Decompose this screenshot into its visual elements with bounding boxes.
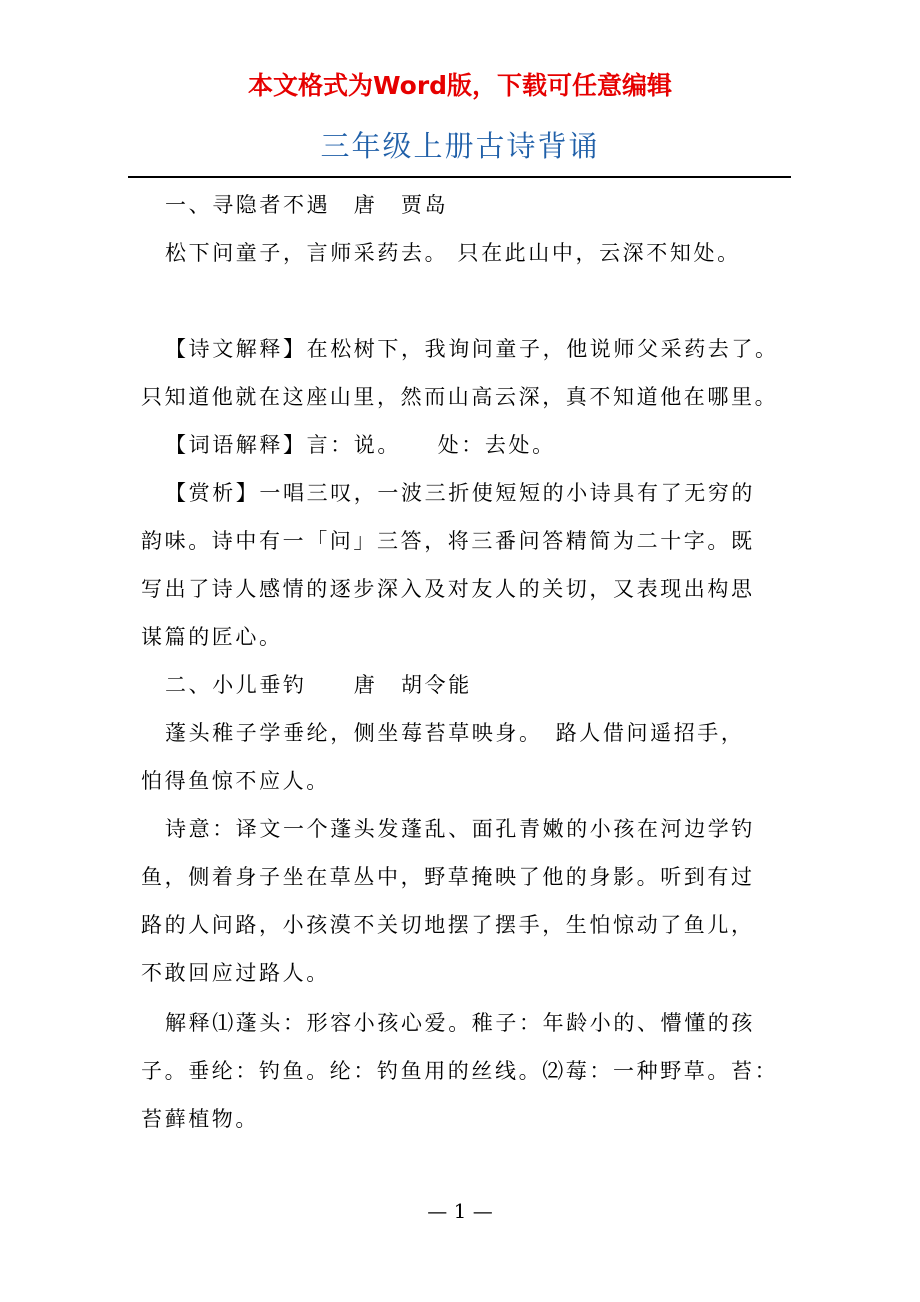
poem1-appreciation-line4: 谋篇的匠心。 (141, 625, 283, 649)
poem2-meaning-line2: 鱼，侧着身子坐在草丛中，野草掩映了他的身影。听到有过 (141, 865, 755, 889)
poem2-text-line2: 怕得鱼惊不应人。 (141, 769, 330, 793)
poem2-notes-line2: 子。垂纶：钓鱼。纶：钓鱼用的丝线。⑵莓：一种野草。苔： (141, 1059, 779, 1083)
poem2-notes-line3: 苔藓植物。 (141, 1107, 259, 1131)
poem1-explanation-line2: 只知道他就在这座山里，然而山高云深，真不知道他在哪里。 (141, 385, 779, 409)
page-title: 三年级上册古诗背诵 (320, 129, 600, 163)
poem2-heading: 二、小儿垂钓 唐 胡令能 (165, 673, 472, 697)
poem1-appreciation-line1: 【赏析】一唱三叹，一波三折使短短的小诗具有了无穷的 (165, 481, 755, 505)
page-number: — 1 — (427, 1199, 493, 1223)
poem1-appreciation-line2: 韵味。诗中有一「问」三答，将三番问答精简为二十字。既 (141, 529, 755, 553)
poem1-appreciation-line3: 写出了诗人感情的逐步深入及对友人的关切，又表现出构思 (141, 577, 755, 601)
poem2-meaning-line3: 路的人问路，小孩漠不关切地摆了摆手，生怕惊动了鱼儿， (141, 913, 755, 937)
poem2-meaning-line4: 不敢回应过路人。 (141, 961, 330, 985)
poem2-meaning-line1: 诗意：译文一个蓬头发蓬乱、面孔青嫩的小孩在河边学钓 (165, 817, 755, 841)
poem1-heading: 一、寻隐者不遇 唐 贾岛 (165, 193, 449, 217)
poem1-text: 松下问童子，言师采药去。 只在此山中，云深不知处。 (165, 241, 741, 265)
title-divider (128, 176, 791, 178)
poem2-text-line1: 蓬头稚子学垂纶，侧坐莓苔草映身。 路人借问遥招手， (165, 721, 745, 745)
format-notice-banner: 本文格式为Word版，下载可任意编辑 (247, 71, 673, 100)
poem1-word-notes: 【词语解释】言：说。 处：去处。 (165, 433, 556, 457)
poem1-explanation-line1: 【诗文解释】在松树下，我询问童子，他说师父采药去了。 (165, 337, 779, 361)
poem2-notes-line1: 解释⑴蓬头：形容小孩心爱。稚子：年龄小的、懵懂的孩 (165, 1011, 755, 1035)
